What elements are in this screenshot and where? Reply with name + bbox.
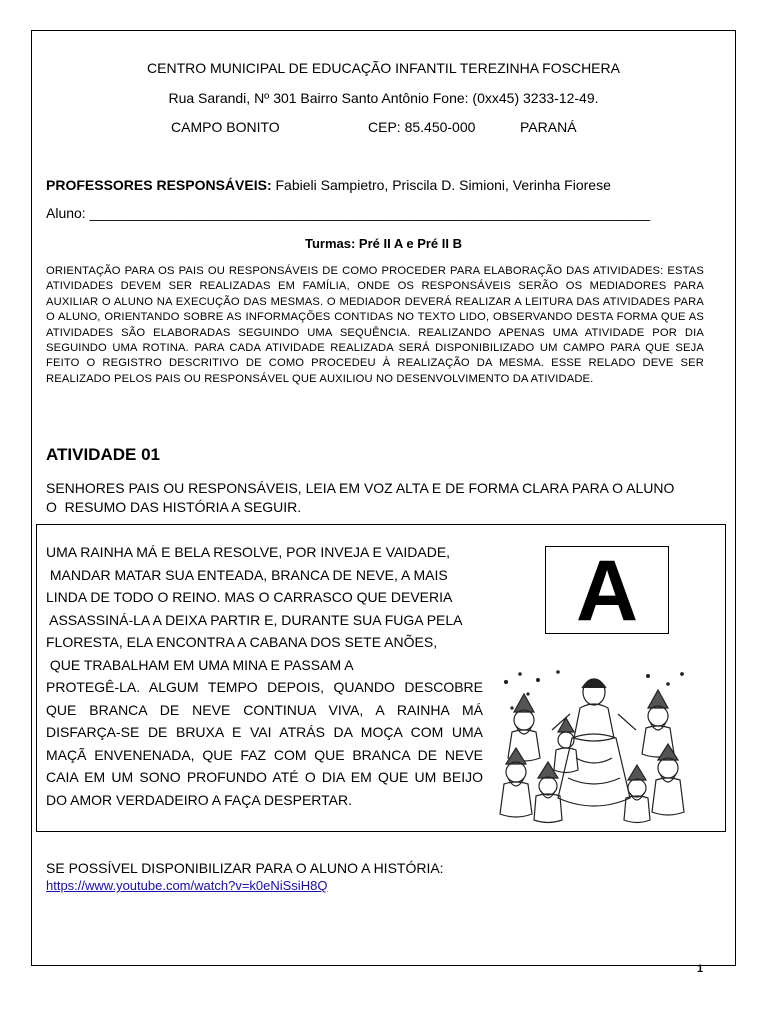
story-line: LINDA DE TODO O REINO. MAS O CARRASCO QUE DEVERIA	[46, 589, 453, 605]
dwarf-figure	[500, 748, 532, 817]
dwarf-figure	[624, 765, 650, 823]
school-name: CENTRO MUNICIPAL DE EDUCAÇÃO INFANTIL TEREZINHA FOSCHERA	[147, 60, 620, 76]
story-line: FLORESTA, ELA ENCONTRA A CABANA DOS SETE ANÕES,	[46, 634, 438, 650]
snow-white-figure	[552, 679, 636, 806]
school-address: Rua Sarandi, Nº 301 Bairro Santo Antônio Fone: (0xx45) 3233-12-49.	[168, 90, 599, 106]
professors-label: PROFESSORES RESPONSÁVEIS:	[46, 177, 272, 193]
page-number: 1	[697, 963, 704, 975]
letter-card	[545, 543, 669, 639]
state: PARANÁ	[520, 119, 577, 135]
story-line: UMA RAINHA MÁ E BELA RESOLVE, POR INVEJA E VAIDADE,	[46, 544, 451, 560]
orientation-paragraph: ORIENTAÇÃO PARA OS PAIS OU RESPONSÁVEIS DE COMO PROCEDER PARA ELABORAÇÃO DAS ATIVIDADES: ESTAS ATIVIDADES DEVEM SER REALIZADAS EM FAMÍLIA, ONDE OS RESPONSÁVEIS SERÃO OS MEDIADORES PARA AUXILIAR O ALUNO NA EXECUÇÃO DAS MESMAS. O MEDIADOR DEVERÁ REALIZAR A LEITURA DAS ATIVIDADES PARA O ALUNO, ORIENTANDO SOBRE AS INFORMAÇÕES CONTIDAS NO TEXTO LIDO, OBSERVANDO DESTA FORMA QUE AS ATIVIDADES SÃO ELABORADAS SEGUINDO UMA SEQUÊNCIA. REALIZANDO APENAS UMA ATIVIDADE POR DIA SEGUINDO UMA ROTINA. PARA CADA ATIVIDADE REALIZADA SERÁ DISPONIBILIZADO UM CAMPO PARA QUE SEJA FEITO O REGISTRO DESCRITIVO DE COMO PROCEDEU À REALIZAÇÃO DA MESMA. ESSE RELADO DEVE SER REALIZADO PELOS PAIS OU RESPONSÁVEL QUE AUXILIOU NO DESENVOLVIMENTO DA ATIVIDADE.	[46, 265, 704, 385]
snow-white-and-dwarfs-illustration	[498, 668, 690, 828]
cep: CEP: 85.450-000	[368, 119, 476, 135]
story-line: MAÇÃ ENVENENADA, QUE FAZ COM QUE BRANCA DE NEVE	[46, 746, 483, 763]
turmas: Turmas: Pré II A e Pré II B	[304, 236, 462, 251]
story-line: MANDAR MATAR SUA ENTEADA, BRANCA DE NEVE, A MAIS	[46, 566, 448, 583]
dwarf-figure	[508, 694, 540, 761]
story-line: DISFARÇA-SE DE BRUXA E VAI ATRÁS DA MOÇA COM UMA	[46, 724, 483, 740]
instruction-line-1: SENHORES PAIS OU RESPONSÁVEIS, LEIA EM VOZ ALTA E DE FORMA CLARA PARA O ALUNO	[46, 480, 675, 496]
activity-instruction	[46, 479, 716, 517]
story-line: ASSASSINÁ-LA A DEIXA PARTIR E, DURANTE SUA FUGA PELA	[46, 611, 463, 628]
professors-line	[46, 177, 611, 193]
letter-a: A	[575, 543, 639, 639]
story-line: QUE BRANCA DE NEVE CONTINUA VIVA, A RAINHA MÁ	[46, 701, 483, 718]
availability-note: SE POSSÍVEL DISPONIBILIZAR PARA O ALUNO A HISTÓRIA:	[46, 860, 444, 876]
story-line: PROTEGÊ-LA. ALGUM TEMPO DEPOIS, QUANDO DESCOBRE	[46, 679, 483, 695]
instruction-line-2: O RESUMO DAS HISTÓRIA A SEGUIR.	[46, 499, 302, 515]
story-text	[46, 541, 483, 811]
story-line: DO AMOR VERDADEIRO A FAÇA DESPERTAR.	[46, 791, 353, 808]
dwarf-figure	[652, 744, 684, 815]
story-line: CAIA EM UM SONO PROFUNDO ATÉ O DIA EM QUE UM BEIJO	[46, 769, 483, 785]
story-line: QUE TRABALHAM EM UMA MINA E PASSAM A	[46, 656, 354, 673]
activity-title: ATIVIDADE 01	[46, 445, 160, 464]
aluno-field[interactable]: Aluno: ________________________________________________________________________	[46, 205, 651, 221]
professors-names: Fabieli Sampietro, Priscila D. Simioni, Verinha Fiorese	[271, 177, 611, 193]
city: CAMPO BONITO	[171, 119, 280, 135]
youtube-link[interactable]: https://www.youtube.com/watch?v=k0eNiSsiH8Q	[46, 878, 328, 893]
